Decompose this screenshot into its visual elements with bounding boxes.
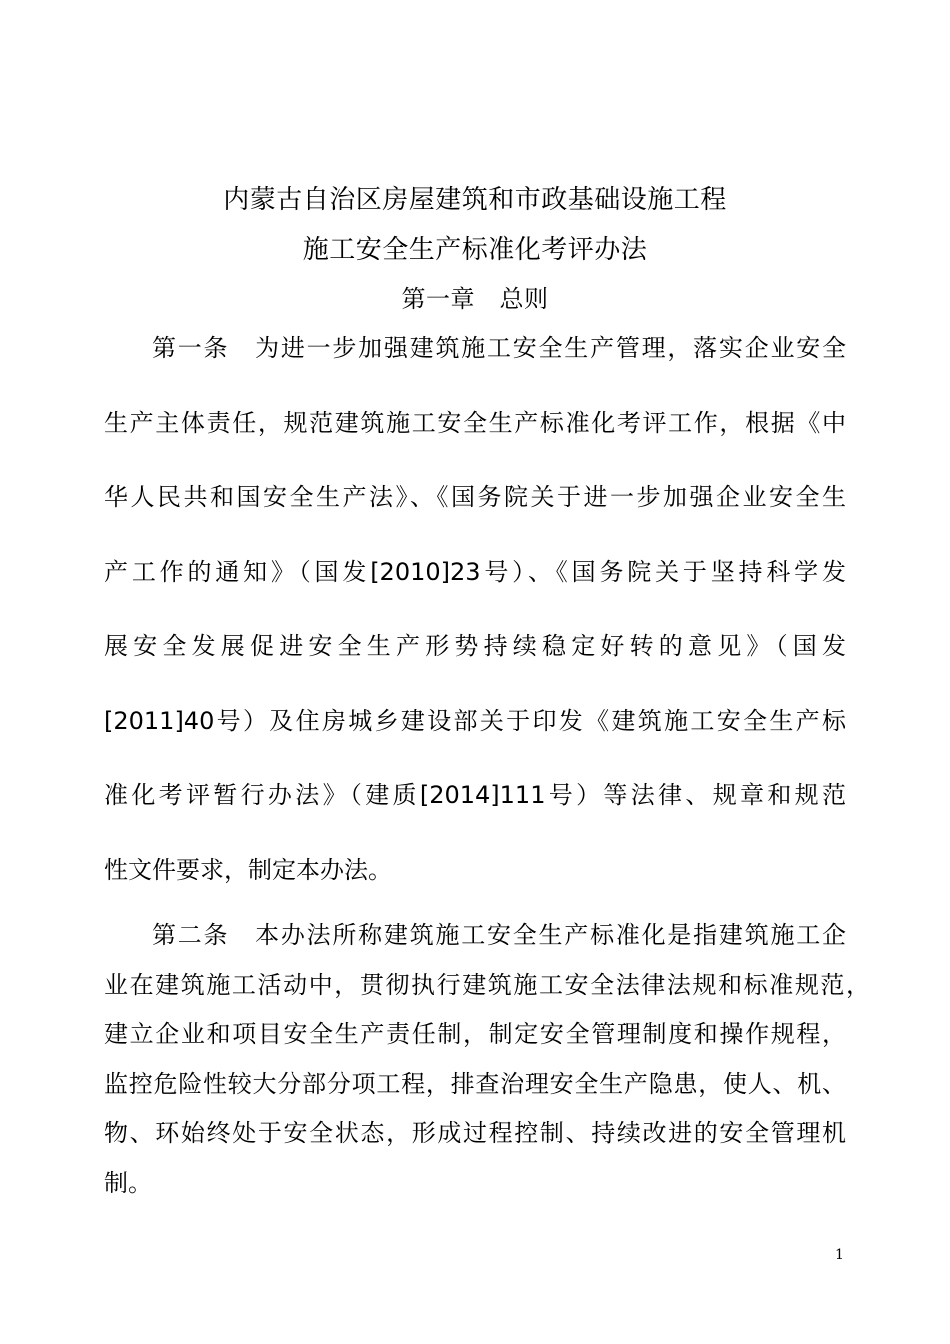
article-2-line: 建立企业和项目安全生产责任制，制定安全管理制度和操作规程，	[104, 1020, 846, 1048]
article-1-line: 第一条 为进一步加强建筑施工安全生产管理，落实企业安全	[152, 334, 846, 362]
article-1-line: 产工作的通知》（国发[2010]23号）、《国务院关于坚持科学发	[104, 558, 846, 586]
article-2-line: 第二条 本办法所称建筑施工安全生产标准化是指建筑施工企	[152, 921, 846, 949]
article-1-line: 性文件要求，制定本办法。	[104, 856, 392, 884]
article-1-line: 华人民共和国安全生产法》、《国务院关于进一步加强企业安全生	[104, 483, 846, 511]
document-title-line-2: 施工安全生产标准化考评办法	[302, 235, 648, 265]
article-1-line: 准化考评暂行办法》（建质[2014]111号）等法律、规章和规范	[104, 781, 846, 809]
article-2-line: 监控危险性较大分部分项工程，排查治理安全生产隐患，使人、机、	[104, 1070, 846, 1098]
page-number: 1	[835, 1247, 844, 1263]
article-2-line: 制。	[104, 1169, 152, 1197]
document-title-line-1: 内蒙古自治区房屋建筑和市政基础设施工程	[223, 185, 727, 215]
article-2-line: 物、环始终处于安全状态，形成过程控制、持续改进的安全管理机	[104, 1119, 846, 1147]
chapter-heading: 第一章 总则	[401, 285, 549, 313]
article-1-line: 生产主体责任，规范建筑施工安全生产标准化考评工作，根据《中	[104, 409, 846, 437]
article-1-line: [2011]40号）及住房城乡建设部关于印发《建筑施工安全生产标	[104, 707, 846, 735]
article-1-line: 展安全发展促进安全生产形势持续稳定好转的意见》（国发	[104, 632, 846, 660]
article-2-line: 业在建筑施工活动中，贯彻执行建筑施工安全法律法规和标准规范，	[104, 971, 870, 999]
